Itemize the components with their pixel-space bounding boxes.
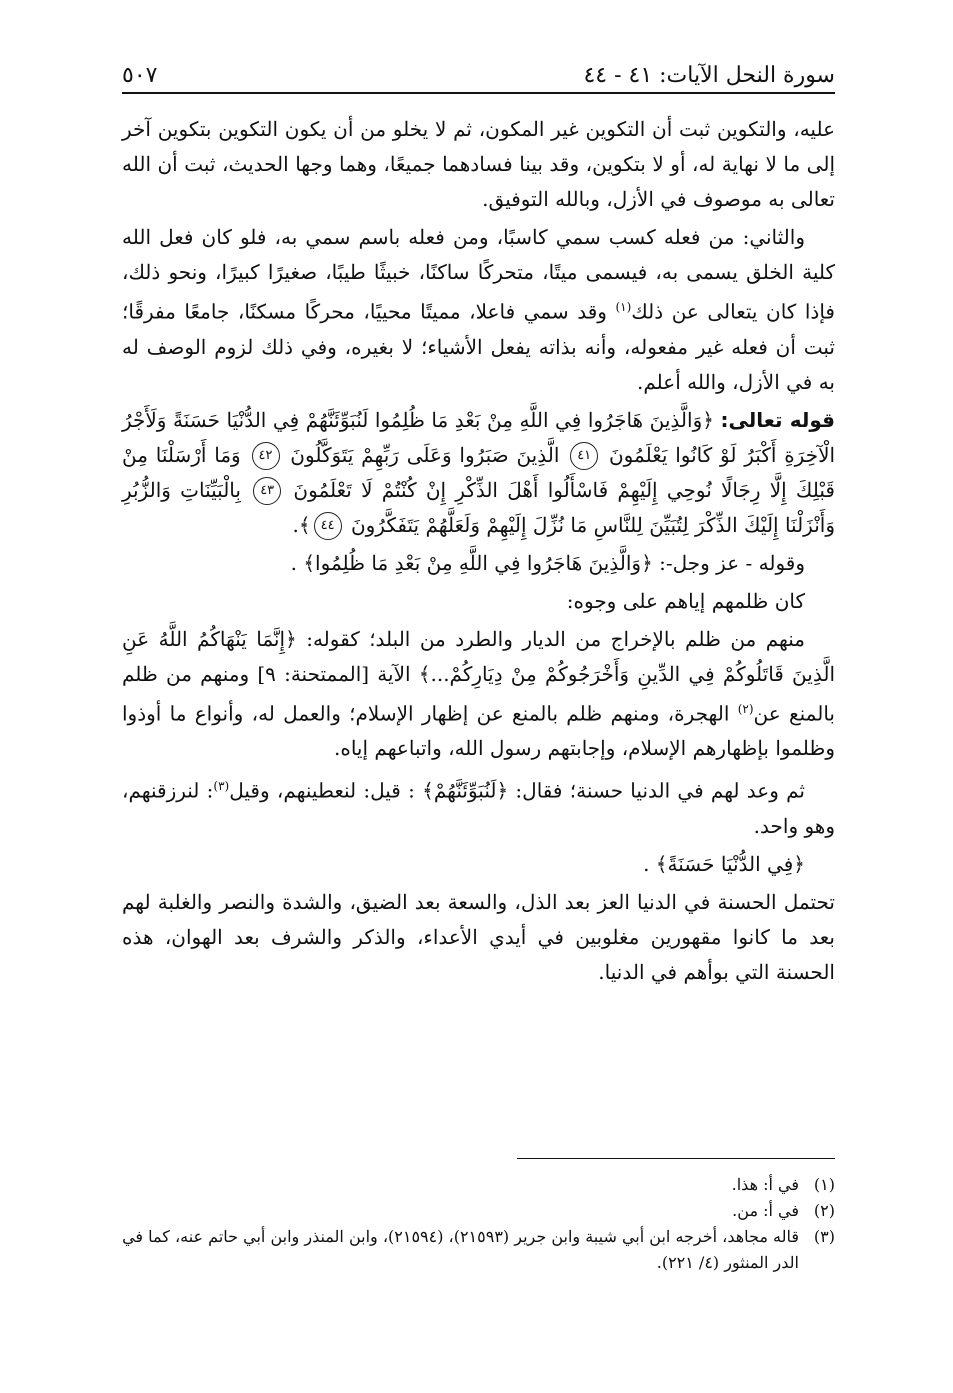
footnote: [122, 1224, 835, 1276]
verse-text: الَّذِينَ صَبَرُوا وَعَلَى رَبِّهِمْ يَتَوَكَّلُونَ: [290, 442, 560, 467]
paragraph: وقوله - عز وجل-: ﴿وَالَّذِينَ هَاجَرُوا فِي اللَّهِ مِنْ بَعْدِ مَا ظُلِمُوا﴾ .: [290, 550, 805, 575]
running-title: سورة النحل الآيات: ٤١ - ٤٤: [583, 63, 835, 88]
paragraph: منهم من ظلم بالإخراج من الديار والطرد من البلد؛ كقوله: ﴿إِنَّمَا يَنْهَاكُمُ اللَّهُ عَنِ الَّذِينَ قَاتَلُوكُمْ فِي الدِّينِ وَأَخْرَجُوكُمْ مِنْ دِيَارِكُمْ...﴾ الآية [الممتحنة: ٩] ومنهم من ظلم بالمنع عن$^{(٢)}$ الهجرة، ومنهم ظلم بالمنع عن إظهار الإسلام؛ والعمل له، وأنواع ما أوذوا وظلموا بإظهارهم الإسلام، وإجابتهم رسول الله، واتباعهم إياه.: [122, 626, 836, 761]
footnotes: [122, 1172, 835, 1276]
page-number: ٥٠٧: [122, 63, 158, 88]
footnote-number: (٣): [813, 1227, 835, 1246]
footnote-rule: [517, 1158, 835, 1159]
verse-text: ﴿وَالَّذِينَ هَاجَرُوا فِي اللَّهِ مِنْ بَعْدِ مَا ظُلِمُوا لَنُبَوِّئَنَّهُمْ فِي الدُّنْيَا حَسَنَةً وَلَأَجْرُ الْآخِرَةِ أَكْبَرُ لَوْ كَانُوا يَعْلَمُونَ: [122, 407, 836, 467]
page-header: [122, 52, 835, 88]
footnote: [122, 1198, 835, 1224]
paragraph: ﴿فِي الدُّنْيَا حَسَنَةً﴾ .: [643, 851, 805, 876]
verse-text: بِالْبَيِّنَاتِ وَالزُّبُرِ وَأَنْزَلْنَا إِلَيْكَ الذِّكْرَ لِتُبَيِّنَ لِلنَّاسِ مَا نُزِّلَ إِلَيْهِمْ وَلَعَلَّهُمْ يَتَفَكَّرُونَ: [122, 477, 835, 537]
paragraph: عليه، والتكوين ثبت أن التكوين غير المكون، ثم لا يخلو من أن يكون التكوين بتكوين آخر إلى ما لا نهاية له، أو لا بتكوين، وقد بينا فسادهما جميعًا، وهما وجها الحديث، ثبت أن الله تعالى به موصوف في الأزل، وبالله التوفيق.: [122, 117, 835, 211]
footnote-number: (٢): [813, 1201, 835, 1220]
verse-number-badge: ٤٤: [314, 512, 342, 540]
verse-number-badge: ٤٢: [252, 442, 280, 470]
footnote: [122, 1172, 835, 1198]
main-text: [122, 112, 835, 993]
paragraph: والثاني: من فعله كسب سمي كاسبًا، ومن فعله باسم سمي به، فلو كان فعل الله كلية الخلق يسمى به، فيسمى ميتًا، متحركًا ساكنًا، خبيثًا طيبًا، صغيرًا كبيرًا، ونحو ذلك، فإذا كان يتعالى عن ذلك$^{(١)}$ وقد سمي فاعلا، مميتًا محييًا، محركًا مسكنًا، جامعًا مفرقًا؛ ثبت أن فعله غير مفعوله، وأنه بذاته يفعل الأشياء؛ لا بغيره، وفي ذلك لزوم الوصف له به في الأزل، والله أعلم.: [122, 225, 835, 394]
verse-block: قوله تعالى: ﴿وَالَّذِينَ هَاجَرُوا فِي اللَّهِ مِنْ بَعْدِ مَا ظُلِمُوا لَنُبَوِّئَنَّهُمْ فِي الدُّنْيَا حَسَنَةً وَلَأَجْرُ الْآخِرَةِ أَكْبَرُ لَوْ كَانُوا يَعْلَمُونَ ٤١ الَّذِينَ صَبَرُوا وَعَلَى رَبِّهِمْ يَتَوَكَّلُونَ ٤٢ وَمَا أَرْسَلْنَا مِنْ قَبْلِكَ إِلَّا رِجَالًا نُوحِي إِلَيْهِمْ فَاسْأَلُوا أَهْلَ الذِّكْرِ إِنْ كُنْتُمْ لَا تَعْلَمُونَ ٤٣ بِالْبَيِّنَاتِ وَالزُّبُرِ وَأَنْزَلْنَا إِلَيْكَ الذِّكْرَ لِتُبَيِّنَ لِلنَّاسِ مَا نُزِّلَ إِلَيْهِمْ وَلَعَلَّهُمْ يَتَفَكَّرُونَ ٤٤﴾.: [122, 403, 835, 543]
verse-number-badge: ٤٣: [253, 477, 281, 505]
verse-label: قوله تعالى:: [720, 407, 835, 432]
paragraph: كان ظلمهم إياهم على وجوه:: [566, 588, 805, 613]
footnote-ref[interactable]: (٣): [213, 779, 230, 794]
footnote-text: في أ: من.: [732, 1201, 799, 1220]
footnote-number: (١): [813, 1175, 835, 1194]
paragraph: ثم وعد لهم في الدنيا حسنة؛ فقال: ﴿لَنُبَوِّئَنَّهُمْ﴾ : قيل: لنعطينهم، وقيل$^{(٣)}$: لنرزقنهم، وهو واحد.: [122, 778, 835, 838]
paragraph: تحتمل الحسنة في الدنيا العز بعد الذل، والسعة بعد الضيق، والشدة والنصر والغلبة لهم بعد ما كانوا مقهورين مغلوبين في أيدي الأعداء، والذكر والشرف بعد الهوان، هذه الحسنة التي بوأهم في الدنيا.: [122, 889, 835, 984]
footnote-ref[interactable]: (١): [615, 300, 632, 314]
verse-number-badge: ٤١: [570, 442, 598, 470]
header-rule: [122, 92, 835, 94]
verse-text: وَمَا أَرْسَلْنَا مِنْ قَبْلِكَ إِلَّا رِجَالًا نُوحِي إِلَيْهِمْ فَاسْأَلُوا أَهْلَ الذِّكْرِ إِنْ كُنْتُمْ لَا تَعْلَمُونَ: [122, 442, 835, 502]
footnote-ref[interactable]: (٢): [737, 701, 754, 716]
footnote-text: في أ: هذا.: [731, 1175, 799, 1194]
footnote-text: قاله مجاهد، أخرجه ابن أبي شيبة وابن جرير (٢١٥٩٣)، (٢١٥٩٤)، وابن المنذر وابن أبي حاتم عنه، كما في الدر المنثور (٤/ ٢٢١).: [122, 1227, 799, 1272]
